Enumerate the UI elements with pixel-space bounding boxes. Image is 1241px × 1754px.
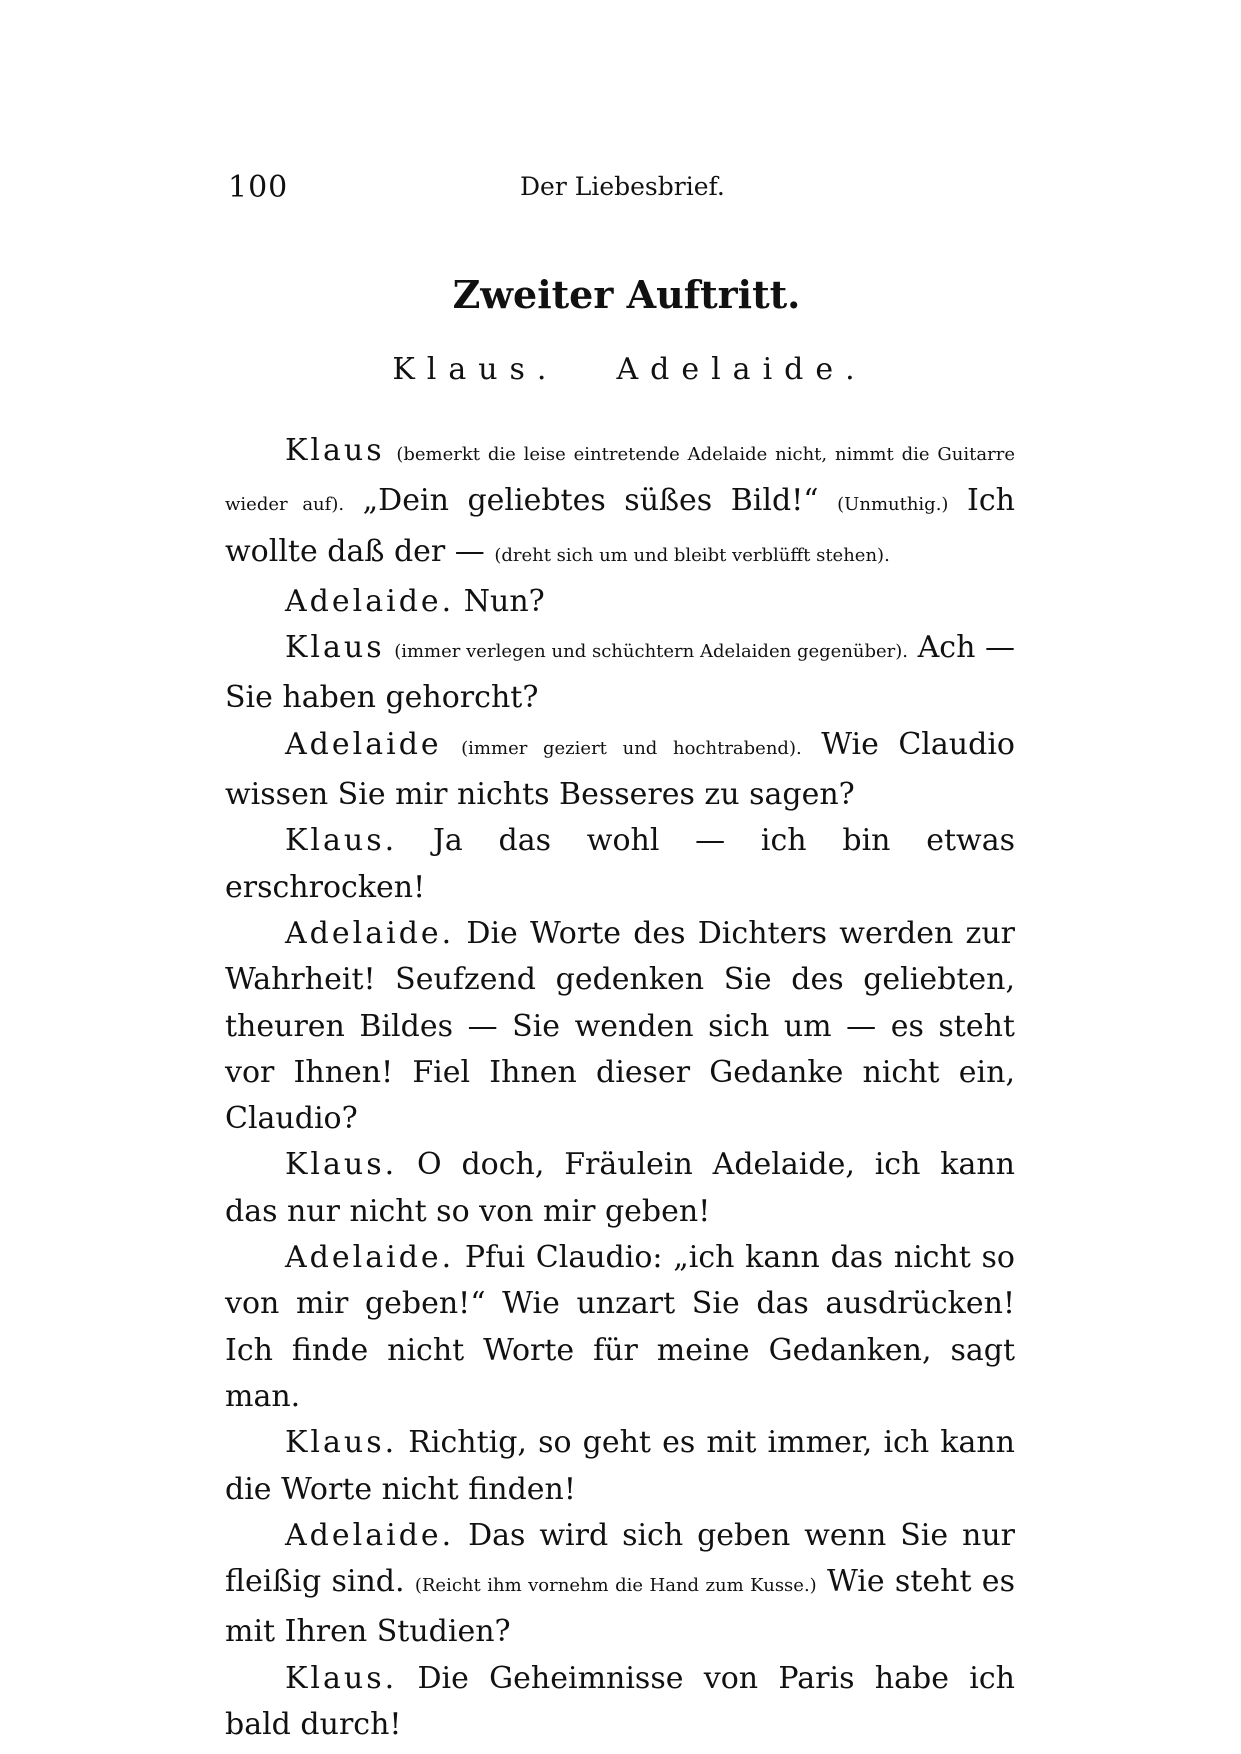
speaker-name: Adelaide. [285, 1517, 455, 1553]
dialogue-paragraph [225, 1420, 1015, 1513]
running-title: Der Liebesbrief. [520, 172, 725, 201]
dialogue-paragraph [225, 911, 1015, 1142]
speech-text: O doch, Fräulein Adelaide, ich kann das nur nicht so von mir geben! [225, 1147, 1015, 1229]
speaker-name: Klaus. [285, 1660, 398, 1696]
speaker-name: Adelaide. [285, 915, 455, 951]
cast-member: Klaus. [392, 352, 559, 387]
dialogue-paragraph [225, 818, 1015, 911]
stage-direction: (immer geziert und hochtrabend). [461, 737, 802, 759]
stage-direction: (Unmuthig.) [837, 494, 949, 516]
dialogue-body [225, 428, 1015, 1748]
speaker-name: Klaus [285, 433, 385, 468]
stage-direction: (dreht sich um und bleibt verblüfft stehen). [494, 544, 890, 566]
speaker-name: Klaus [285, 630, 385, 666]
speech-text: Pfui Claudio: „ich kann das nicht so von mir geben!“ Wie unzart Sie das ausdrücken! Ich finde nicht Worte für meine Gedanken, sagt man. [225, 1240, 1015, 1414]
speech-text: Wie steht es mit Ihren Studien? [225, 1564, 1015, 1650]
speech-text: Die Worte des Dichters werden zur Wahrheit! Seufzend gedenken Sie des geliebten, theuren Bildes — Sie wenden sich um — es steht vor Ihnen! Fiel Ihnen dieser Gedanke nicht ein, Claudio? [225, 915, 1015, 1137]
dialogue-paragraph [225, 625, 1015, 722]
speech-text: Die Geheimnisse von Paris habe ich bald durch! [225, 1660, 1015, 1743]
speaker-name: Klaus. [285, 1425, 398, 1461]
speech-text: Ach — Sie haben gehorcht? [225, 630, 1015, 716]
stage-direction: (bemerkt die leise eintretende Adelaide nicht, nimmt die Guitarre wieder auf). [225, 444, 1015, 516]
speech-text: Nun? [463, 583, 545, 619]
cast-list [0, 352, 1241, 387]
scene-title: Zweiter Auftritt. [452, 272, 801, 317]
dialogue-paragraph [225, 579, 1015, 625]
speaker-name: Adelaide. [285, 1240, 455, 1276]
speaker-name: Klaus. [285, 1147, 398, 1183]
speaker-name: Klaus. [285, 823, 398, 859]
speech-text: Das wird sich geben wenn Sie nur fleißig sind. [225, 1517, 1015, 1600]
page-number: 100 [228, 170, 289, 205]
dialogue-paragraph [225, 1235, 1015, 1420]
dialogue-paragraph [225, 428, 1015, 579]
dialogue-paragraph [225, 1656, 1015, 1749]
speech-text: Ja das wohl — ich bin etwas erschrocken! [225, 823, 1015, 905]
stage-direction: (Reicht ihm vornehm die Hand zum Kusse.) [414, 1575, 817, 1597]
speech-text: „Dein geliebtes süßes Bild!“ [362, 483, 819, 519]
dialogue-paragraph [225, 1142, 1015, 1235]
speech-text: Ich wollte daß der — [225, 483, 1015, 569]
speech-text: Wie Claudio wissen Sie mir nichts Besseres zu sagen? [225, 726, 1015, 813]
speaker-name: Adelaide [285, 726, 442, 762]
cast-member: Adelaide. [616, 352, 867, 387]
page-header [228, 170, 1028, 220]
dialogue-paragraph [225, 1513, 1015, 1656]
speaker-name: Adelaide. [285, 583, 455, 619]
stage-direction: (immer verlegen und schüchtern Adelaiden gegenüber). [394, 641, 909, 663]
speech-text: Richtig, so geht es mit immer, ich kann die Worte nicht finden! [225, 1425, 1015, 1507]
dialogue-paragraph [225, 722, 1015, 819]
